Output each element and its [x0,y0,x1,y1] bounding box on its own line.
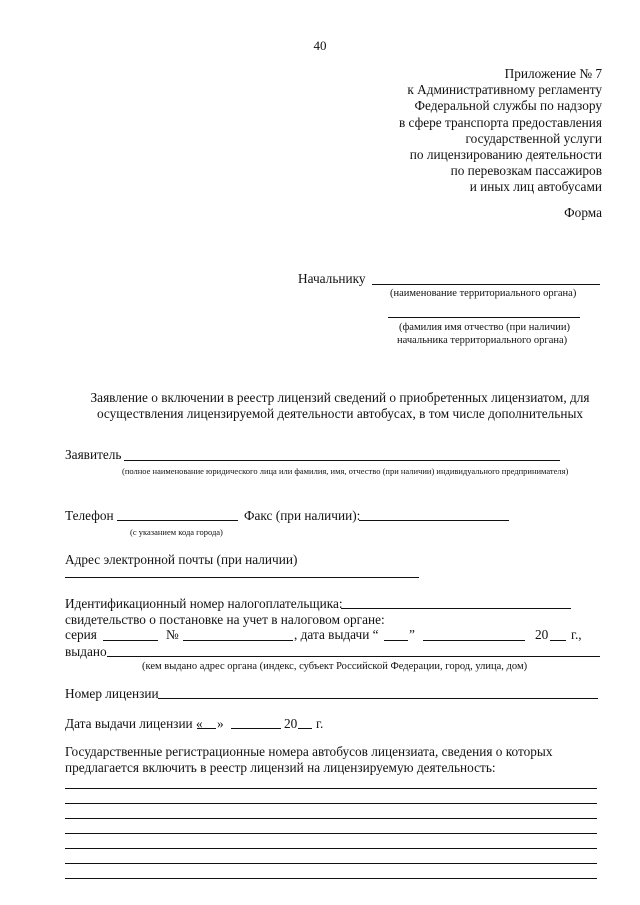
addressee-name-caption-1: (фамилия имя отчество (при наличии) [399,322,571,333]
appendix-line: Федеральной службы по надзору [414,98,602,114]
license-year-prefix: 20 [284,716,298,731]
appendix-header [282,66,602,196]
inn-field[interactable] [341,608,571,609]
appendix-line: Приложение № 7 [504,66,602,81]
bus-number-line[interactable] [65,863,597,864]
document-title [60,390,620,422]
fax-label: Факс (при наличии): [244,508,361,523]
phone-field[interactable] [117,520,238,521]
appendix-line: по лицензированию деятельности [409,147,602,163]
addressee-label: Начальнику [298,271,366,286]
license-number-label: Номер лицензии [65,686,159,701]
issued-by-field[interactable] [107,656,600,657]
page-number: 40 [313,38,327,53]
quote-close: ” [409,627,415,642]
phone-label: Телефон [65,508,114,523]
bus-number-line[interactable] [65,788,597,789]
issue-date-label: , дата выдачи “ [294,627,379,642]
appendix-line: по перевозкам пассажиров [450,163,602,179]
addressee-name-caption-2: начальника территориального органа) [397,335,568,346]
form-label: Форма [564,205,602,220]
issue-year-suffix: г., [571,627,582,642]
bus-number-line[interactable] [65,848,597,849]
license-number-field[interactable] [158,698,598,699]
license-year-field[interactable] [298,728,312,729]
buses-text-line-2: предлагается включить в реестр лицензий на лицензируемую деятельность: [65,760,496,775]
appendix-line: государственной услуги [465,130,602,146]
issue-month-field[interactable] [423,640,525,641]
appendix-line: и иных лиц автобусами [469,179,602,195]
issued-by-label: выдано [65,644,107,659]
addressee-name-field[interactable] [388,317,580,318]
bus-number-line[interactable] [65,833,597,834]
series-field[interactable] [103,640,158,641]
number-label: № [166,627,179,642]
tax-cert-label: свидетельство о постановке на учет в налоговом органе: [65,612,385,627]
appendix-line: в сфере транспорта предоставления [398,114,602,130]
bus-number-line[interactable] [65,818,597,819]
inn-label: Идентификационный номер налогоплательщика: [65,596,343,611]
applicant-field[interactable] [124,460,560,461]
bus-number-line[interactable] [65,803,597,804]
license-date-label: Дата выдачи лицензии « [65,716,203,731]
license-day-field[interactable] [197,728,216,729]
license-year-suffix: г. [316,716,324,731]
email-field[interactable] [65,577,419,578]
addressee-org-field[interactable] [372,284,600,285]
series-label: серия [65,627,97,642]
addressee-org-caption: (наименование территориального органа) [390,288,577,299]
license-month-field[interactable] [231,728,281,729]
license-date-close: » [217,716,224,731]
fax-field[interactable] [359,520,509,521]
appendix-line: к Административному регламенту [407,82,602,98]
issue-year-field[interactable] [550,640,566,641]
issued-by-caption: (кем выдано адрес органа (индекс, субъект Российской Федерации, город, улица, дом) [142,661,528,672]
cert-number-field[interactable] [183,640,293,641]
title-line: Заявление о включении в реестр лицензий сведений о приобретенных лицензиатом, для [90,390,590,405]
bus-number-line[interactable] [65,878,597,879]
issue-day-field[interactable] [384,640,408,641]
issue-year-prefix: 20 [535,627,549,642]
buses-text-line-1: Государственные регистрационные номера автобусов лицензиата, сведения о которых [65,744,553,759]
title-line: осуществления лицензируемой деятельности автобусах, в том числе дополнительных [96,406,584,421]
applicant-caption: (полное наименование юридического лица или фамилия, имя, отчество (при наличии) индивидуального предпринимателя) [122,466,569,476]
applicant-label: Заявитель [65,447,122,462]
phone-caption: (с указанием кода города) [130,527,223,537]
email-label: Адрес электронной почты (при наличии) [65,552,298,567]
